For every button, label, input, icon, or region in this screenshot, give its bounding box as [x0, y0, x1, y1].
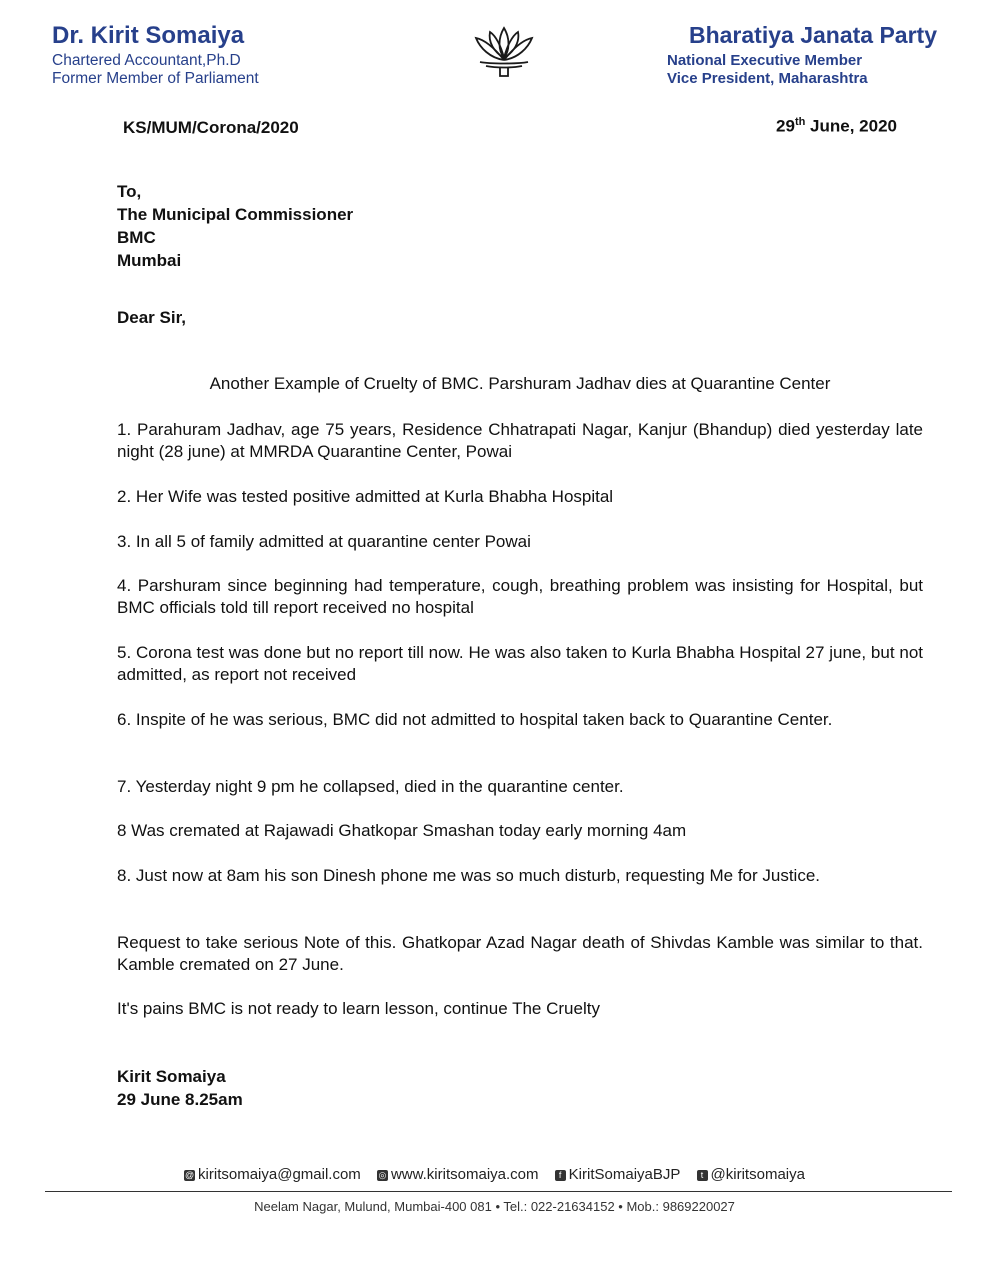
letterhead-name: Dr. Kirit Somaiya: [52, 22, 245, 49]
signature-block: [117, 1065, 243, 1111]
footer-address: Neelam Nagar, Mulund, Mumbai-400 081 • Tel.: 022-21634152 • Mob.: 9869220027: [254, 1199, 735, 1214]
salutation: Dear Sir,: [117, 308, 186, 327]
point-6: 6. Inspite of he was serious, BMC did not admitted to hospital taken back to Quarantine Center.: [117, 710, 833, 729]
recipient-to: To,: [117, 182, 142, 201]
letterhead-party-role-2: Vice President, Maharashtra: [667, 70, 868, 87]
letterhead-party: Bharatiya Janata Party: [688, 22, 937, 48]
footer-contacts: [0, 1166, 989, 1183]
footer-twitter-text: @kiritsomaiya: [710, 1166, 805, 1183]
letterhead-former-role: Former Member of Parliament: [52, 70, 259, 87]
bjp-lotus-icon: [466, 20, 542, 80]
footer-website-text: www.kiritsomaiya.com: [390, 1166, 539, 1183]
letter-date: [776, 116, 897, 137]
footer-email[interactable]: [184, 1166, 361, 1183]
point-8b: 8. Just now at 8am his son Dinesh phone me was so much disturb, requesting Me for Justice.: [117, 866, 821, 885]
reference-number: KS/MUM/Corona/2020: [123, 118, 299, 137]
globe-icon: ◎: [378, 1169, 387, 1180]
footer-email-text: kiritsomaiya@gmail.com: [198, 1166, 361, 1183]
signature-datetime: 29 June 8.25am: [117, 1090, 243, 1109]
recipient-block: [117, 180, 353, 272]
footer-website[interactable]: [377, 1166, 539, 1183]
letterhead-qualification: Chartered Accountant,Ph.D: [52, 52, 241, 69]
date-rest: June, 2020: [805, 116, 897, 136]
signature-name: Kirit Somaiya: [117, 1067, 226, 1086]
point-7: 7. Yesterday night 9 pm he collapsed, died in the quarantine center.: [117, 777, 624, 796]
point-1: 1. Parahuram Jadhav, age 75 years, Residence Chhatrapati Nagar, Kanjur (Bhandup) died yesterday late night (28 june) at MMRDA Quarantine Center, Powai: [117, 420, 923, 461]
point-4: 4. Parshuram since beginning had temperature, cough, breathing problem was insisting for Hospital, but BMC officials told till report received no hospital: [117, 576, 923, 617]
closing-remark: It's pains BMC is not ready to learn lesson, continue The Cruelty: [117, 999, 600, 1018]
closing-request: Request to take serious Note of this. Ghatkopar Azad Nagar death of Shivdas Kamble was similar to that. Kamble cremated on 27 June.: [117, 933, 923, 974]
point-3: 3. In all 5 of family admitted at quarantine center Powai: [117, 532, 531, 551]
recipient-line-3: Mumbai: [117, 251, 182, 270]
point-8a: 8 Was cremated at Rajawadi Ghatkopar Smashan today early morning 4am: [117, 821, 687, 840]
date-suffix: th: [794, 116, 806, 128]
footer-facebook-text: KiritSomaiyaBJP: [568, 1166, 681, 1183]
recipient-line-1: The Municipal Commissioner: [117, 205, 354, 224]
date-day: 29: [776, 116, 795, 136]
footer-facebook[interactable]: [555, 1166, 681, 1183]
footer-divider: [45, 1191, 952, 1192]
email-icon: @: [184, 1169, 195, 1180]
subject-line: Another Example of Cruelty of BMC. Parshuram Jadhav dies at Quarantine Center: [209, 374, 831, 393]
facebook-icon: f: [555, 1170, 566, 1181]
twitter-icon: t: [697, 1170, 708, 1181]
recipient-line-2: BMC: [117, 228, 156, 247]
footer-twitter[interactable]: [697, 1166, 805, 1183]
point-2: 2. Her Wife was tested positive admitted at Kurla Bhabha Hospital: [117, 487, 614, 506]
point-5: 5. Corona test was done but no report till now. He was also taken to Kurla Bhabha Hospital 27 june, but not admitted, as report not received: [117, 643, 923, 684]
letterhead-party-role-1: National Executive Member: [667, 52, 863, 69]
